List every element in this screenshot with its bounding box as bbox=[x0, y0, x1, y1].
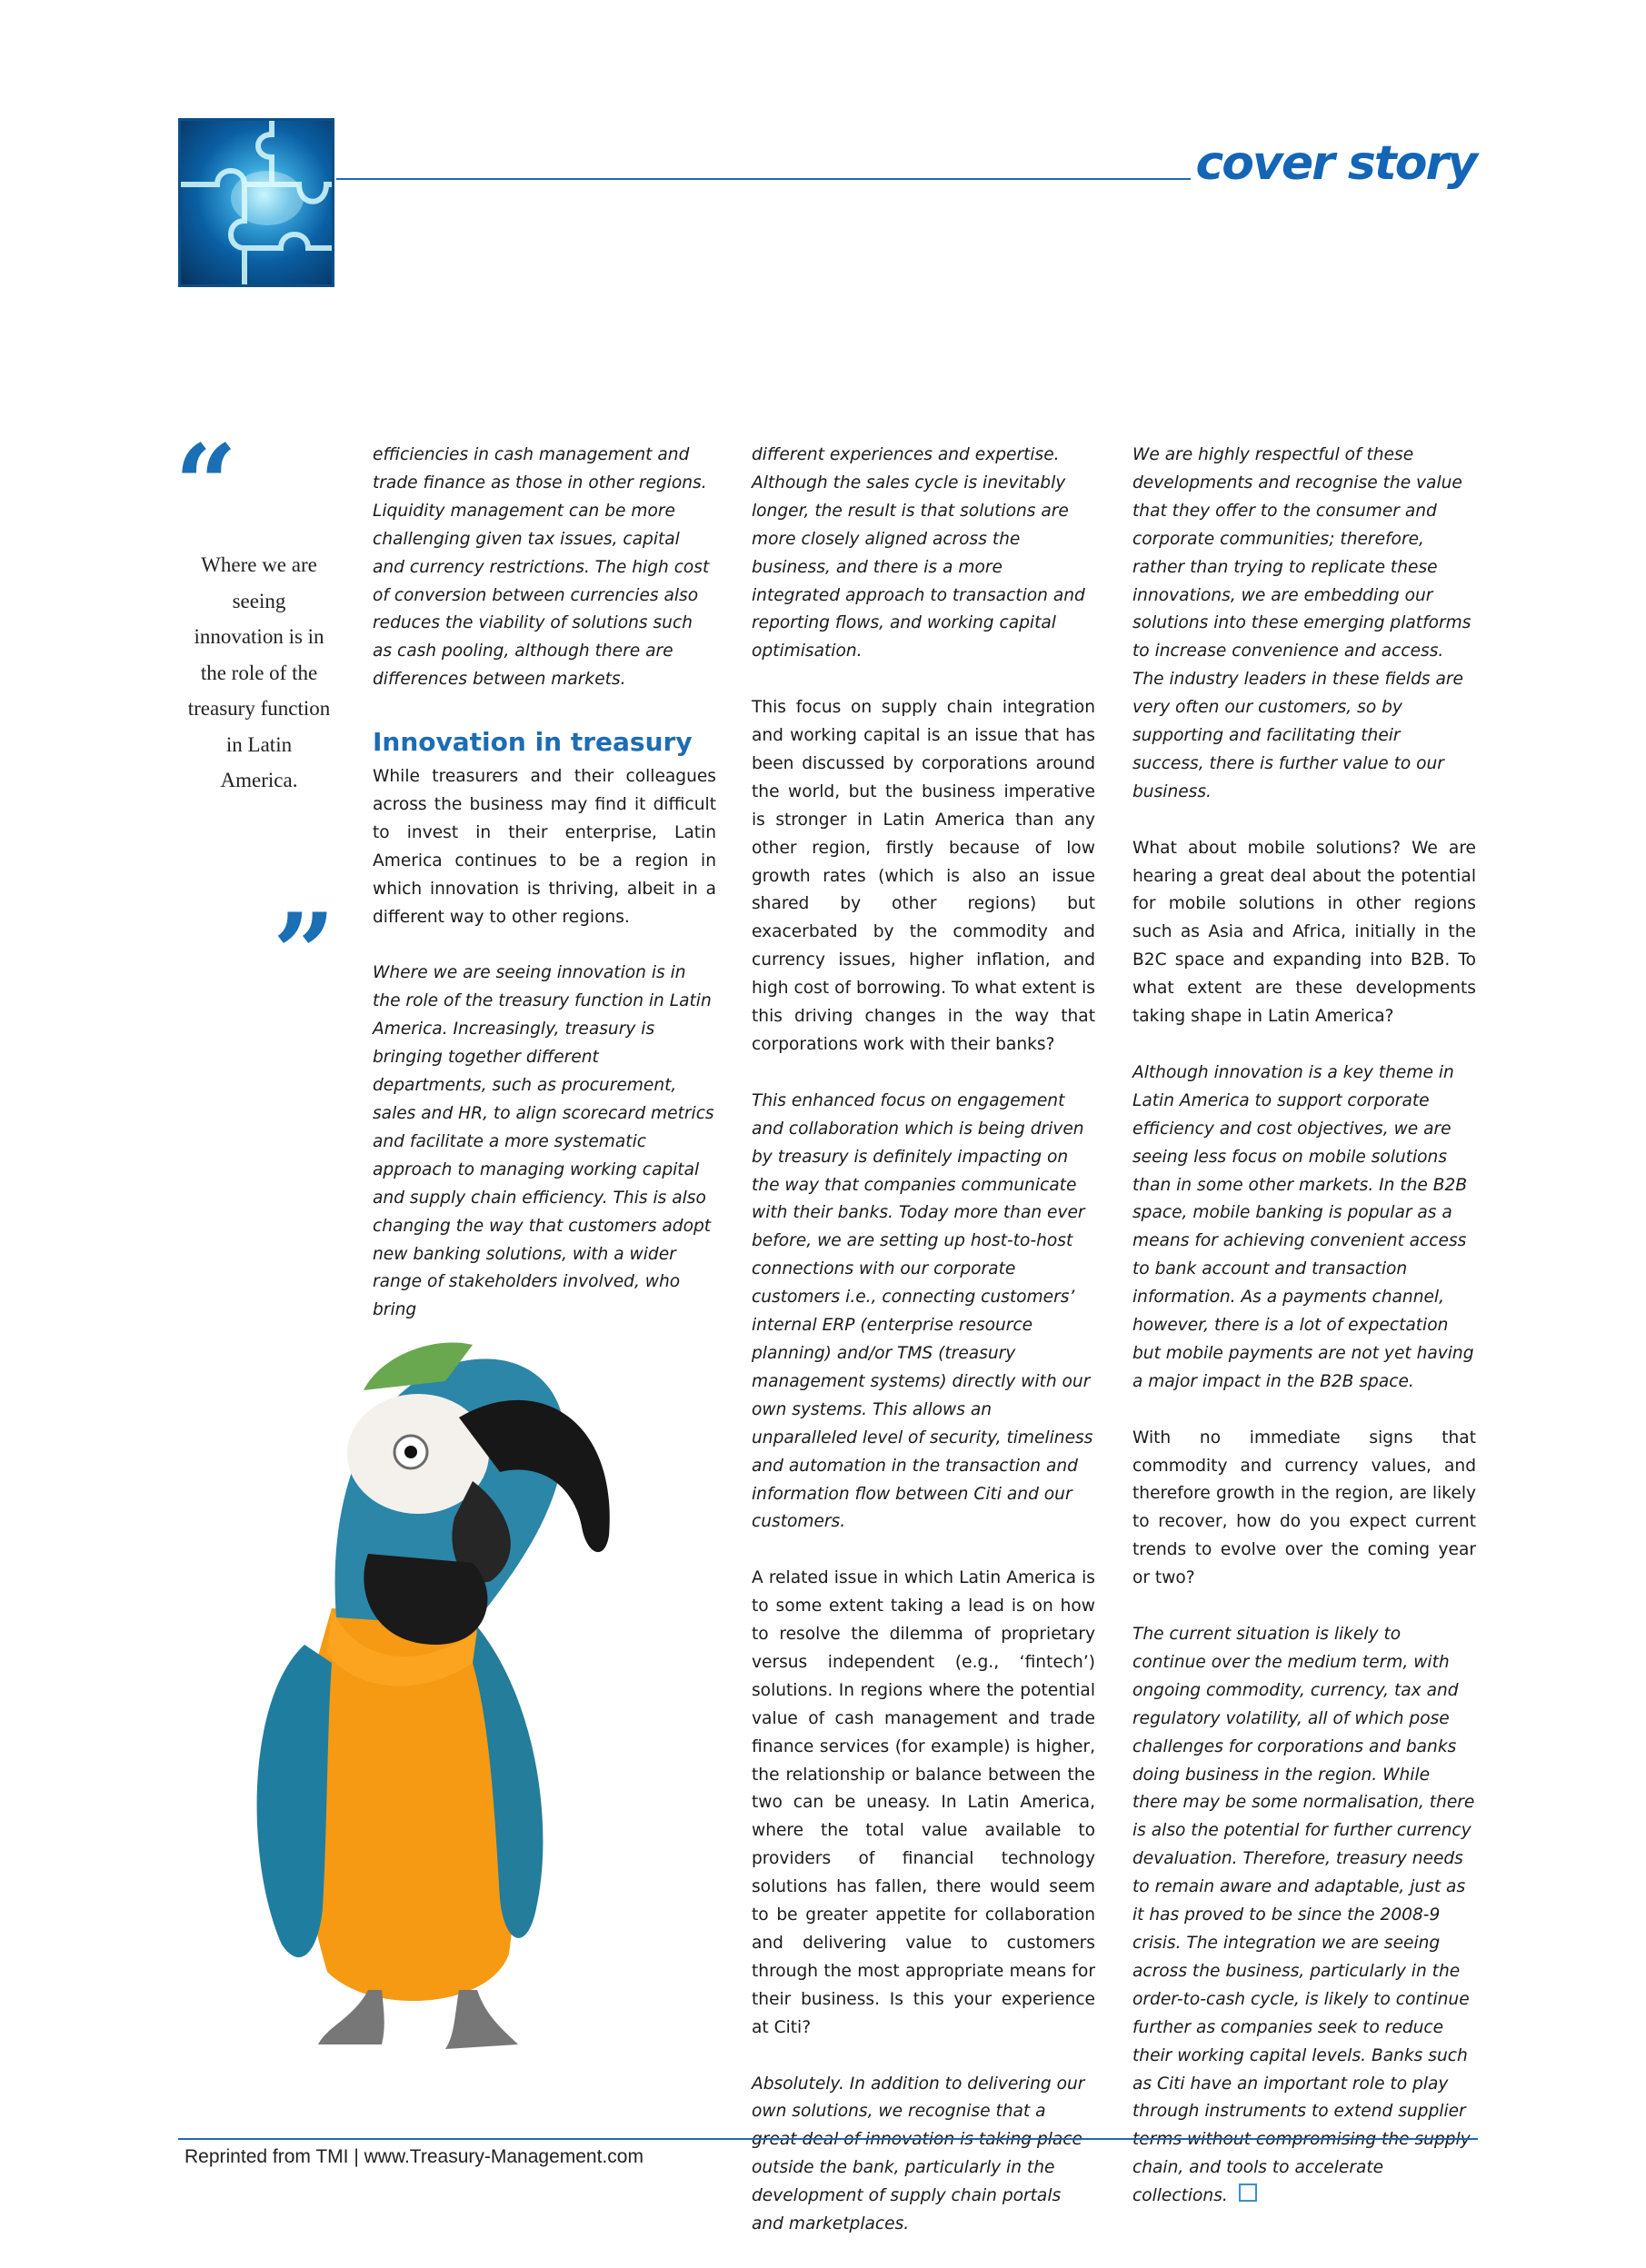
col1-paragraph-1: efficiencies in cash management and trade finance as those in other regions. Liquidity management can be more challenging given tax issues, capital and currency restrictions. The high cost of conversion between currencies also reduces the viability of solutions such as cash pooling, although there are differences between markets. bbox=[373, 445, 710, 690]
col2-paragraph-5: Absolutely. In addition to delivering our own solutions, we recognise that a outside the bank, particularly in the development of supply chain portals and marketplaces. bbox=[752, 2074, 1085, 2234]
parrot-image bbox=[145, 1318, 654, 2121]
col3-paragraph-5 bbox=[1132, 1621, 1476, 2211]
col3-paragraph-1: We are highly respectful of these developments and recognise the value that they offer to the consumer and corporate communities; therefore, rather than trying to replicate these innovations, we are embedding our solutions into these emerging platforms to increase convenience and access. The industry leaders in these fields are very often our customers, so by supporting and facilitating their success, there is further value to our business. bbox=[1132, 445, 1471, 801]
subheading-innovation: Innovation in treasury bbox=[373, 727, 693, 758]
column-1 bbox=[373, 442, 716, 1353]
col3-paragraph-5-text: The current situation is likely to continue over the medium term, with ongoing commodity, currency, tax and regulatory volatility, all of which pose challenges for corporations and banks doing business in the region. While there may be some normalisation, there is also the potential for further currency devaluation. Therefore, treasury needs to remain aware and adaptable, just as it has proved to be since the 2008-9 crisis. The integration we are seeing across the business, particularly in the order-to-cash cycle, is likely to continue further as companies seek to reduce their working capital levels. Banks such as Citi have an important role to play through instruments to extend supplier chain, and tools to accelerate collections. bbox=[1132, 1625, 1475, 2206]
col2-paragraph-4: A related issue in which Latin America is to some extent taking a lead is on how to resolve the dilemma of proprietary versus independent (e.g., ‘fintech’) solutions. In regions where the potential value of cash management and trade finance services (for example) is higher, the relationship or balance between the two can be uneasy. In Latin America, where the total value available to providers of financial technology solutions has fallen, there would seem to be greater appetite for collaboration and delivering value to customers through the most appropriate means for their business. Is this your experience at Citi? bbox=[752, 1568, 1095, 2037]
col2-paragraph-1: different experiences and expertise. Although the sales cycle is inevitably longer, the result is that solutions are more closely aligned across the business, and there is a more integrated approach to transaction and reporting flows, and working capital optimisation. bbox=[752, 445, 1085, 662]
section-title: cover story bbox=[1195, 136, 1476, 191]
col3-paragraph-3: Although innovation is a key theme in Latin America to support corporate efficiency and cost objectives, we are seeing less focus on mobile solutions than in some other markets. In the B2B space, mobile banking is popular as a means for achieving convenient access to bank account and transaction information. As a payments channel, however, there is a lot of expectation but mobile payments are not yet having a major impact in the B2B space. bbox=[1132, 1062, 1474, 1391]
footer-credit: Reprinted from TMI | www.Treasury-Management.com bbox=[185, 2146, 643, 2167]
col3-paragraph-4: With no immediate signs that commodity and currency values, and therefore growth in the region, are likely to recover, how do you expect current trends to evolve over the coming year or two? bbox=[1132, 1427, 1476, 1588]
col2-paragraph-3: This enhanced focus on engagement and collaboration which is being driven by treasury is definitely impacting on the way that companies communicate with their banks. Today more than ever before, we are setting up host-to-host connections with our corporate customers i.e., connecting customers’ internal ERP (enterprise resource planning) and/or TMS (treasury management systems) directly with our own systems. This allows an unparalleled level of security, timeliness and automation in the transaction and information flow between Citi and our customers. bbox=[752, 1090, 1093, 1532]
col3-paragraph-2: What about mobile solutions? We are hearing a great deal about the potential for mobile solutions in other regions such as Asia and Africa, initially in the B2C space and expanding into B2B. To what extent are these developments taking shape in Latin America? bbox=[1132, 838, 1476, 1027]
puzzle-image bbox=[178, 118, 334, 287]
close-quote-icon: ” bbox=[273, 890, 336, 1018]
column-3 bbox=[1132, 442, 1476, 2239]
open-quote-icon: “ bbox=[175, 421, 238, 549]
end-mark-icon bbox=[1239, 2183, 1257, 2202]
header-rule bbox=[336, 178, 1191, 180]
col1-paragraph-3: Where we are seeing innovation is in the role of the treasury function in Latin America. Increasingly, treasury is bringing together different departments, such as procurement, sales and HR, to align scorecard metrics and facilitate a more systematic approach to managing working capital and supply chain efficiency. This is also changing the way that customers adopt new banking solutions, with a wider range of stakeholders involved, who bring bbox=[373, 963, 714, 1320]
footer-rule bbox=[178, 2138, 1478, 2140]
col1-paragraph-2: While treasurers and their colleagues across the business may find it difficult to invest in their enterprise, Latin America continues to be a region in which innovation is thriving, albeit in a different way to other regions. bbox=[373, 767, 716, 927]
col2-paragraph-2: This focus on supply chain integration and working capital is an issue that has been discussed by corporations around the world, but the business imperative is stronger in Latin America than any other region, firstly because of low growth rates (which is also an issue shared by other regions) but exacerbated by the commodity and currency issues, higher inflation, and high cost of borrowing. To what extent is this driving changes in the way that corporations work with their banks? bbox=[752, 698, 1095, 1055]
column-2 bbox=[752, 442, 1095, 2267]
pull-quote: Where we are seeing innovation is in the role of the treasury function in Latin America. bbox=[187, 553, 331, 791]
